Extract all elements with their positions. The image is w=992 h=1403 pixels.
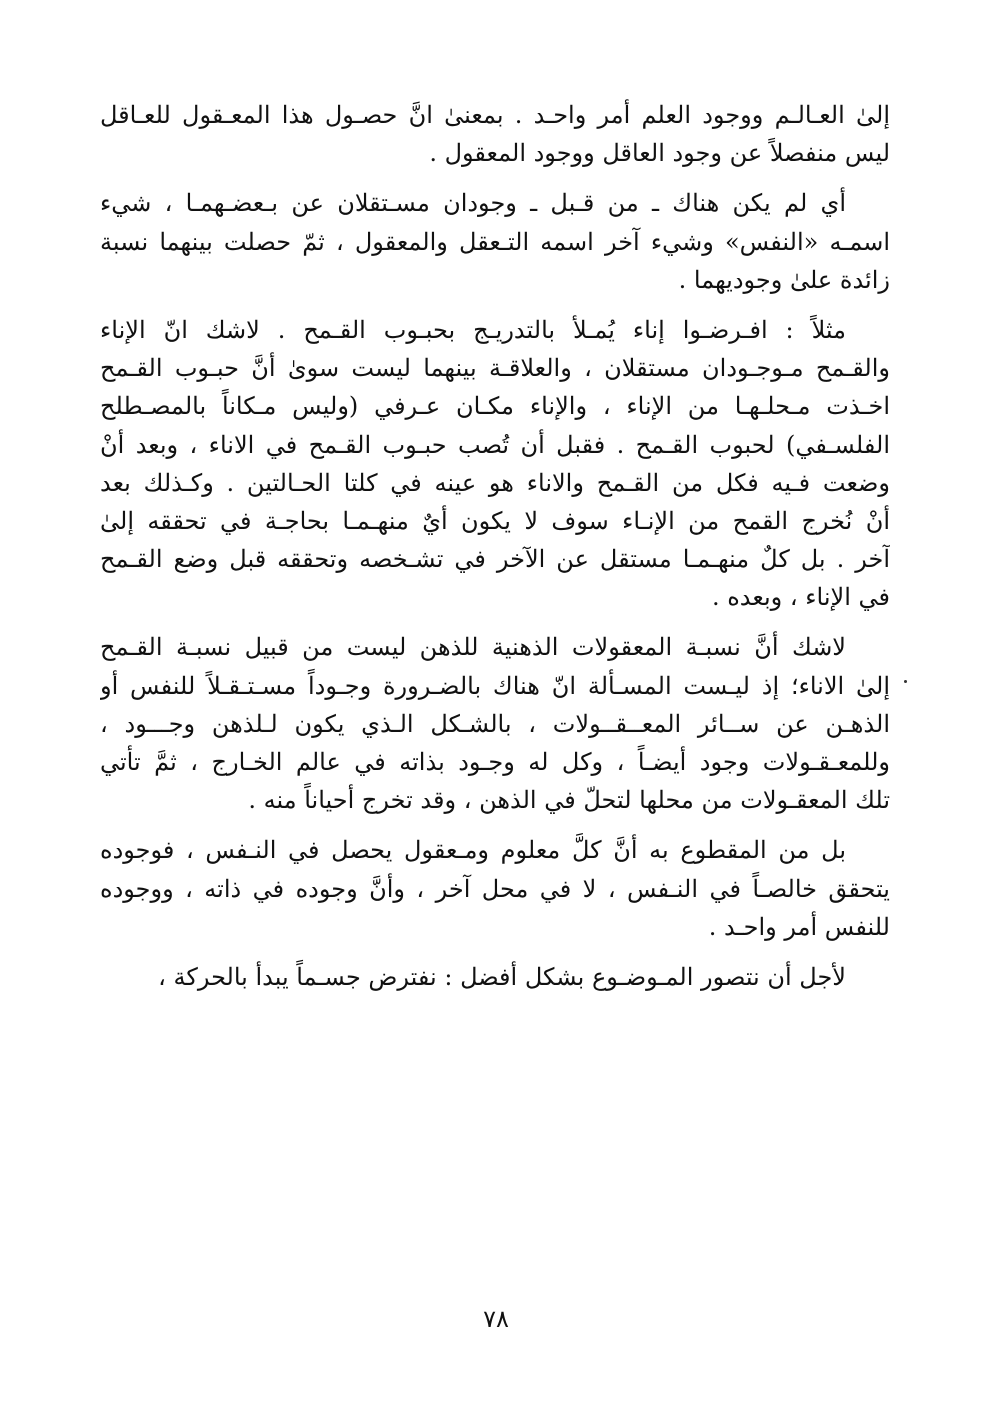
- body-text: [100, 96, 890, 996]
- text-line: أنْ نُخرج القمح من الإنـاء سوف لا يكون أيٌ منهـمـا بحاجـة في تحققه إلىٰ: [100, 506, 890, 535]
- paragraph-6: [100, 958, 890, 996]
- text-line: وضعت فـيه فكل من القـمح والاناء هو عينه في كلتا الحـالتين . وكـذلك بعد: [100, 468, 890, 497]
- paragraph-3: [100, 311, 890, 617]
- paragraph-1: [100, 96, 890, 172]
- margin-mark: [904, 680, 907, 683]
- text-line: مثلاً : افـرضـوا إناء يُمـلأ بالتدريـج بحبـوب القـمح . لاشك انّ الإناء: [100, 315, 846, 344]
- text-line: يتحقق خالصـاً في النـفس ، لا في محل آخر ، وأنَّ وجوده في ذاته ، ووجوده: [100, 874, 890, 903]
- text-line: اخـذت مـحلـهـا من الإناء ، والإناء مكـان عـرفي (وليس مـكاناً بالمصـطلح: [100, 392, 890, 421]
- text-line: الذهـن عن ســائر المعــقــولات ، بالشـكل الـذي يكون لـلذهن وجـــود ،: [100, 709, 890, 738]
- text-line: آخر . بل كلٌ منهـمـا مستقل عن الآخر في تشـخصه وتحققه قبل وضع القـمح: [100, 545, 890, 574]
- paragraph-5: [100, 831, 890, 946]
- text-line: اسمـه «النفس» وشيء آخر اسمه التـعقل والمعقول ، ثمّ حصلت بينهما نسبة: [100, 227, 890, 256]
- text-line: زائدة علىٰ وجوديهما .: [678, 265, 890, 294]
- text-line: أي لم يكن هناك ـ من قـبل ـ وجودان مسـتقلان عن بـعضـهمـا ، شيء: [100, 189, 846, 218]
- text-line: وللمعـقـولات وجود أيضـاً ، وكل له وجـود بذاته في عالم الخـارج ، ثمَّ تأتي: [100, 748, 890, 776]
- text-line: تلك المعقـولات من محلها لتحلّ في الذهن ، وقد تخرج أحياناً منه .: [248, 786, 890, 815]
- text-line: ليس منفصلاً عن وجود العاقل ووجود المعقول .: [429, 139, 890, 168]
- paragraph-2: [100, 184, 890, 299]
- text-line: الفلسـفي) لحبوب القـمح . فقبل أن تُصب حبـوب القـمح في الاناء ، وبعد أنْ: [100, 430, 890, 459]
- paragraph-4: [100, 628, 890, 819]
- text-line: بل من المقطوع به أنَّ كلَّ معلوم ومـعقول يحصل في النـفس ، فوجوده: [100, 836, 846, 865]
- text-line: إلىٰ العـالـم ووجود العلم أمر واحـد . بمعنىٰ انَّ حصـول هذا المعـقول للعـاقل: [100, 101, 890, 129]
- text-line: إلىٰ الاناء؛ إذ ليـست المسـألة انّ هناك بالضـرورة وجـوداً مسـتـقـلاً للنفس أو: [100, 671, 890, 700]
- text-line: للنفس أمر واحـد .: [708, 912, 890, 941]
- page-number: ٧٨: [483, 1305, 509, 1333]
- text-line: لاشك أنَّ نسبـة المعقولات الذهنية للذهن ليست من قبيل نسبـة القـمح: [100, 633, 846, 662]
- text-line: لأجل أن نتصور المـوضـوع بشكل أفضل : نفترض جسـماً يبدأ بالحركة ،: [158, 962, 846, 991]
- text-line: في الإناء ، وبعده .: [711, 583, 890, 612]
- text-line: والقـمح مـوجـودان مستقلان ، والعلاقـة بينهما ليست سوىٰ أنَّ حبـوب القـمح: [100, 354, 890, 383]
